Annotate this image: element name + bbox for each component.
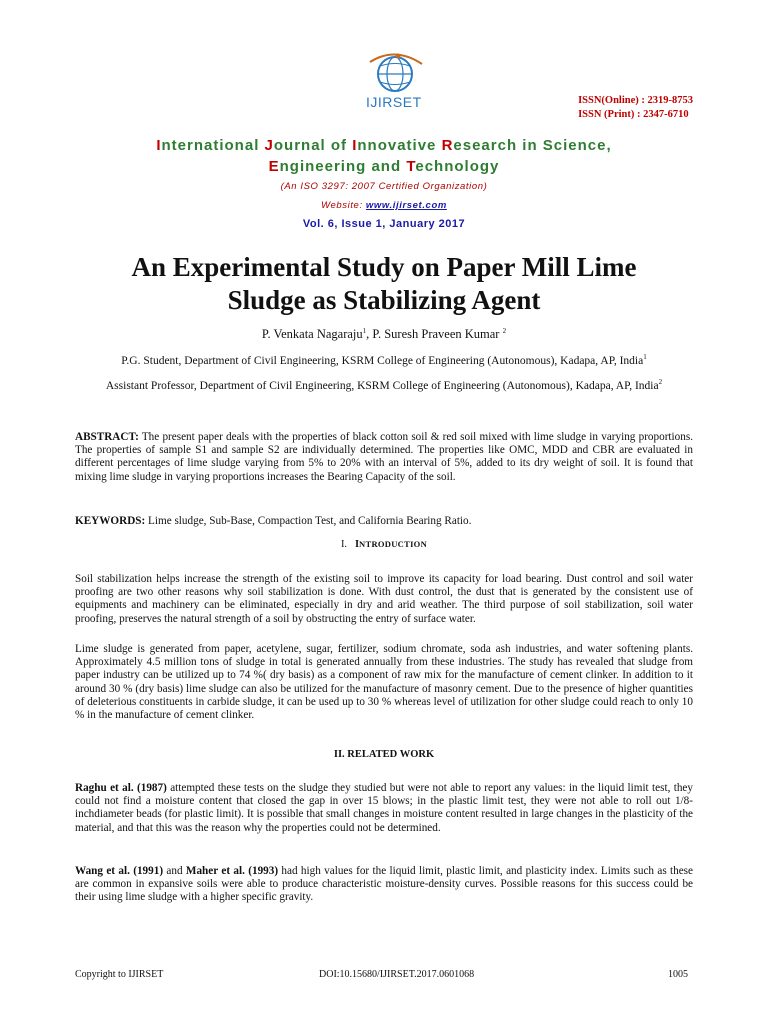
author-2-sup: 2 xyxy=(502,327,507,335)
affiliation-2-sup: 2 xyxy=(658,378,663,386)
intro-paragraph-2: Lime sludge is generated from paper, acetylene, sugar, fertilizer, sodium chromate, soda ash industries, and water softening plants. Approximately 4.5 million tons of sludge in total is generated annually from these industries. The study has revealed that sludge from paper industry can be utilized up to 74 %( dry basis) as a component of raw mix for the manufacture of cement clinker. In addition to it around 30 % (dry basis) lime sludge can also be utilized for the manufacture of masonry cement. Due to the presence of higher quantities of deleterious constituents in carbide sludge, it can be used up to 30 % whereas level of utilization for other sludge could reach to only 10 % in the manufacture of cement clinker. xyxy=(75,643,693,722)
journal-title-cap: R xyxy=(441,137,454,154)
author-separator: , xyxy=(366,327,373,342)
citation-wang: Wang et al. (1991) xyxy=(75,865,164,877)
related-work-text: attempted these tests on the sludge they studied but were not able to report any values: in the liquid limit test, they could not find a moisture content that closed the gap in over 15 blows; in the plastic limit test, they were not able to roll out 1/8-inchdiameter beads (for plastic limit). It is possible that small changes in moisture content resulted in large changes in the plasticity of the material, and that this was the reason why the properties could not be determined. xyxy=(75,782,693,834)
related-work-paragraph-1 xyxy=(75,782,693,835)
citation-maher: Maher et al. (1993) xyxy=(185,865,279,877)
intro-paragraph-1: Soil stabilization helps increase the strength of the existing soil to improve its capacity for load bearing. Dust control and soil water proofing are two other reasons why soil stabilization is done. With dust control, the dust that is generated by the consistent use of equipments and machinery can be eliminated, especially in dry and arid weather. The third purpose of soil stabilization, soil water proofing, preserves the natural strength of a soil by obstructing the entry of surface water. xyxy=(75,573,693,625)
journal-title-word: echnology xyxy=(415,158,500,175)
logo-text: IJIRSET xyxy=(366,94,422,110)
website-line xyxy=(0,200,768,211)
paper-title xyxy=(0,251,768,317)
journal-logo xyxy=(340,52,450,114)
affiliation-1-sup: 1 xyxy=(643,353,647,361)
footer-page-number: 1005 xyxy=(668,969,688,980)
paper-title-line2: Sludge as Stabilizing Agent xyxy=(227,285,541,315)
journal-title-cap: T xyxy=(406,158,416,175)
affiliation-1 xyxy=(90,346,678,372)
abstract-text: The present paper deals with the properties of black cotton soil & red soil mixed with lime sludge in varying proportions. The properties of sample S1 and sample S2 are individually determined. The properties like OMC, MDD and CBR are evaluated in different percentages of lime sludge varying from 5% to 20% with an interval of 5%, added to its dry weight of soil. It is found that mixing lime sludge in varying proportions increases the Bearing Capacity of the soil. xyxy=(75,431,693,483)
issn-print: ISSN (Print) : 2347-6710 xyxy=(578,109,689,120)
author-1: P. Venkata Nagaraju xyxy=(261,327,363,342)
journal-title-word: nternational xyxy=(161,137,265,154)
related-work-text: and xyxy=(163,865,186,877)
footer-copyright: Copyright to IJIRSET xyxy=(75,969,164,980)
related-work-paragraph-2 xyxy=(75,865,693,905)
author-2: P. Suresh Praveen Kumar xyxy=(372,327,503,342)
journal-title-line1 xyxy=(0,135,768,156)
keywords-text: Lime sludge, Sub-Base, Compaction Test, and California Bearing Ratio. xyxy=(145,515,472,527)
author-1-sup: 1 xyxy=(362,327,367,335)
related-work-text: had high values for the liquid limit, plastic limit, and plasticity index. Limits such as these are common in expansive soils were able to produce characteristic moisture-density curves. Possible reasons for this success could be their using lime sludge with a higher specific gravity. xyxy=(75,865,694,904)
paper-title-line1: An Experimental Study on Paper Mill Lime xyxy=(131,252,637,282)
journal-title-word: ngineering and xyxy=(279,158,407,175)
section-title-cap: I xyxy=(354,539,360,550)
certified-org: (An ISO 3297: 2007 Certified Organization) xyxy=(280,181,488,192)
section-heading-related-work: II. RELATED WORK xyxy=(333,749,435,760)
issn-block xyxy=(578,94,693,122)
journal-title-cap: E xyxy=(268,158,280,175)
keywords-label: KEYWORDS: xyxy=(75,515,146,527)
website-label: Website: xyxy=(321,200,366,211)
authors xyxy=(0,327,768,342)
abstract xyxy=(75,431,693,484)
abstract-label: ABSTRACT: xyxy=(75,431,139,443)
journal-title-line2 xyxy=(0,156,768,177)
journal-title-cap: I xyxy=(156,137,162,154)
journal-title-cap: I xyxy=(352,137,358,154)
volume-issue: Vol. 6, Issue 1, January 2017 xyxy=(302,218,466,230)
website-link[interactable]: www.ijirset.com xyxy=(365,200,447,211)
affiliation-2 xyxy=(90,371,678,397)
journal-title-word: nnovative xyxy=(357,137,442,154)
journal-title xyxy=(0,135,768,177)
citation-raghu: Raghu et al. (1987) xyxy=(75,782,167,794)
affiliation-1-text: P.G. Student, Department of Civil Engineering, KSRM College of Engineering (Autonomous), Kadapa, AP, India xyxy=(121,354,644,367)
issn-online: ISSN(Online) : 2319-8753 xyxy=(578,95,693,106)
journal-title-word: ournal of xyxy=(273,137,353,154)
footer-doi: DOI:10.15680/IJIRSET.2017.0601068 xyxy=(319,969,475,980)
section-heading-introduction xyxy=(0,539,768,550)
section-title-rest: NTRODUCTION xyxy=(359,539,428,549)
journal-title-cap: J xyxy=(264,137,274,154)
journal-title-word: esearch in Science, xyxy=(453,137,612,154)
section-number: I. xyxy=(340,539,355,550)
keywords xyxy=(75,515,693,528)
affiliation-2-text: Assistant Professor, Department of Civil Engineering, KSRM College of Engineering (Autonomous), Kadapa, AP, India xyxy=(105,379,659,392)
